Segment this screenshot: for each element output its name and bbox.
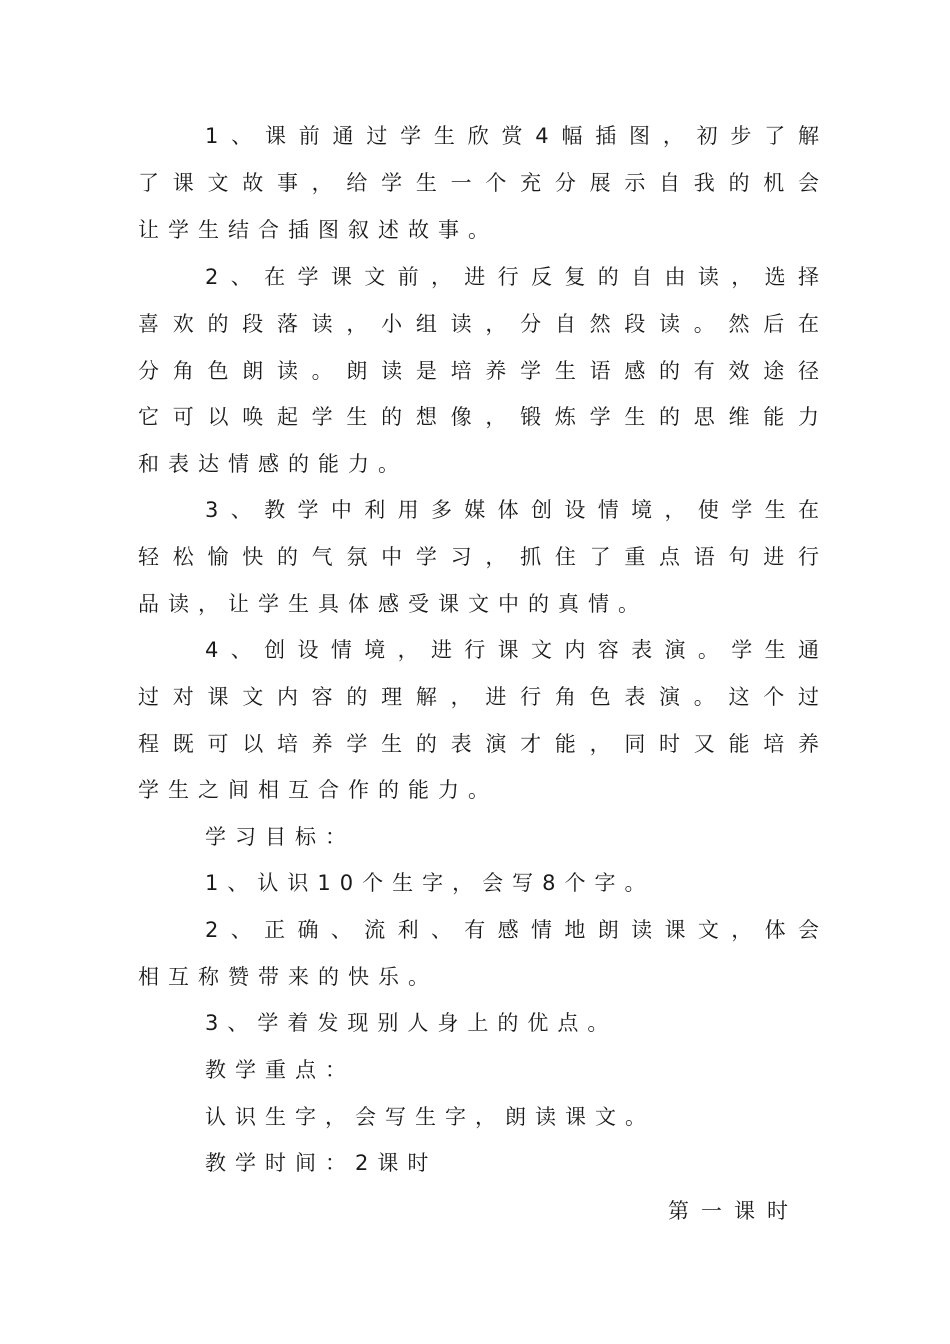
text-line: 轻松愉快的气氛中学习，抓住了重点语句进行 [138,545,828,569]
text-line: 程既可以培养学生的表演才能，同时又能培养 [138,732,828,756]
text-line: 教学时间：2课时 [205,1151,438,1175]
section-heading: 学习目标： [205,825,355,849]
text-line: 和表达情感的能力。 [138,452,408,476]
text-line: 3、学着发现别人身上的优点。 [205,1011,618,1035]
text-line: 品读，让学生具体感受课文中的真情。 [138,592,648,616]
lesson-heading: 第一课时 [668,1199,800,1223]
text-line: 分角色朗读。朗读是培养学生语感的有效途径 [138,359,828,383]
text-line: 2、在学课文前，进行反复的自由读，选择 [205,265,828,289]
text-line: 1、认识10个生字，会写8个字。 [205,871,655,895]
text-line: 让学生结合插图叙述故事。 [138,218,498,242]
text-line: 过对课文内容的理解，进行角色表演。这个过 [138,685,828,709]
text-line: 3、教学中利用多媒体创设情境，使学生在 [205,498,828,522]
section-heading: 教学重点： [205,1058,355,1082]
text-line: 1、课前通过学生欣赏4幅插图，初步了解 [205,124,828,148]
text-line: 4、创设情境，进行课文内容表演。学生通 [205,638,828,662]
text-line: 学生之间相互合作的能力。 [138,778,498,802]
text-line: 相互称赞带来的快乐。 [138,965,438,989]
text-line: 喜欢的段落读，小组读，分自然段读。然后在 [138,312,828,336]
text-line: 了课文故事，给学生一个充分展示自我的机会 [138,171,828,195]
text-line: 2、正确、流利、有感情地朗读课文，体会 [205,918,828,942]
text-line: 它可以唤起学生的想像，锻炼学生的思维能力 [138,405,828,429]
text-line: 认识生字，会写生字，朗读课文。 [205,1105,655,1129]
